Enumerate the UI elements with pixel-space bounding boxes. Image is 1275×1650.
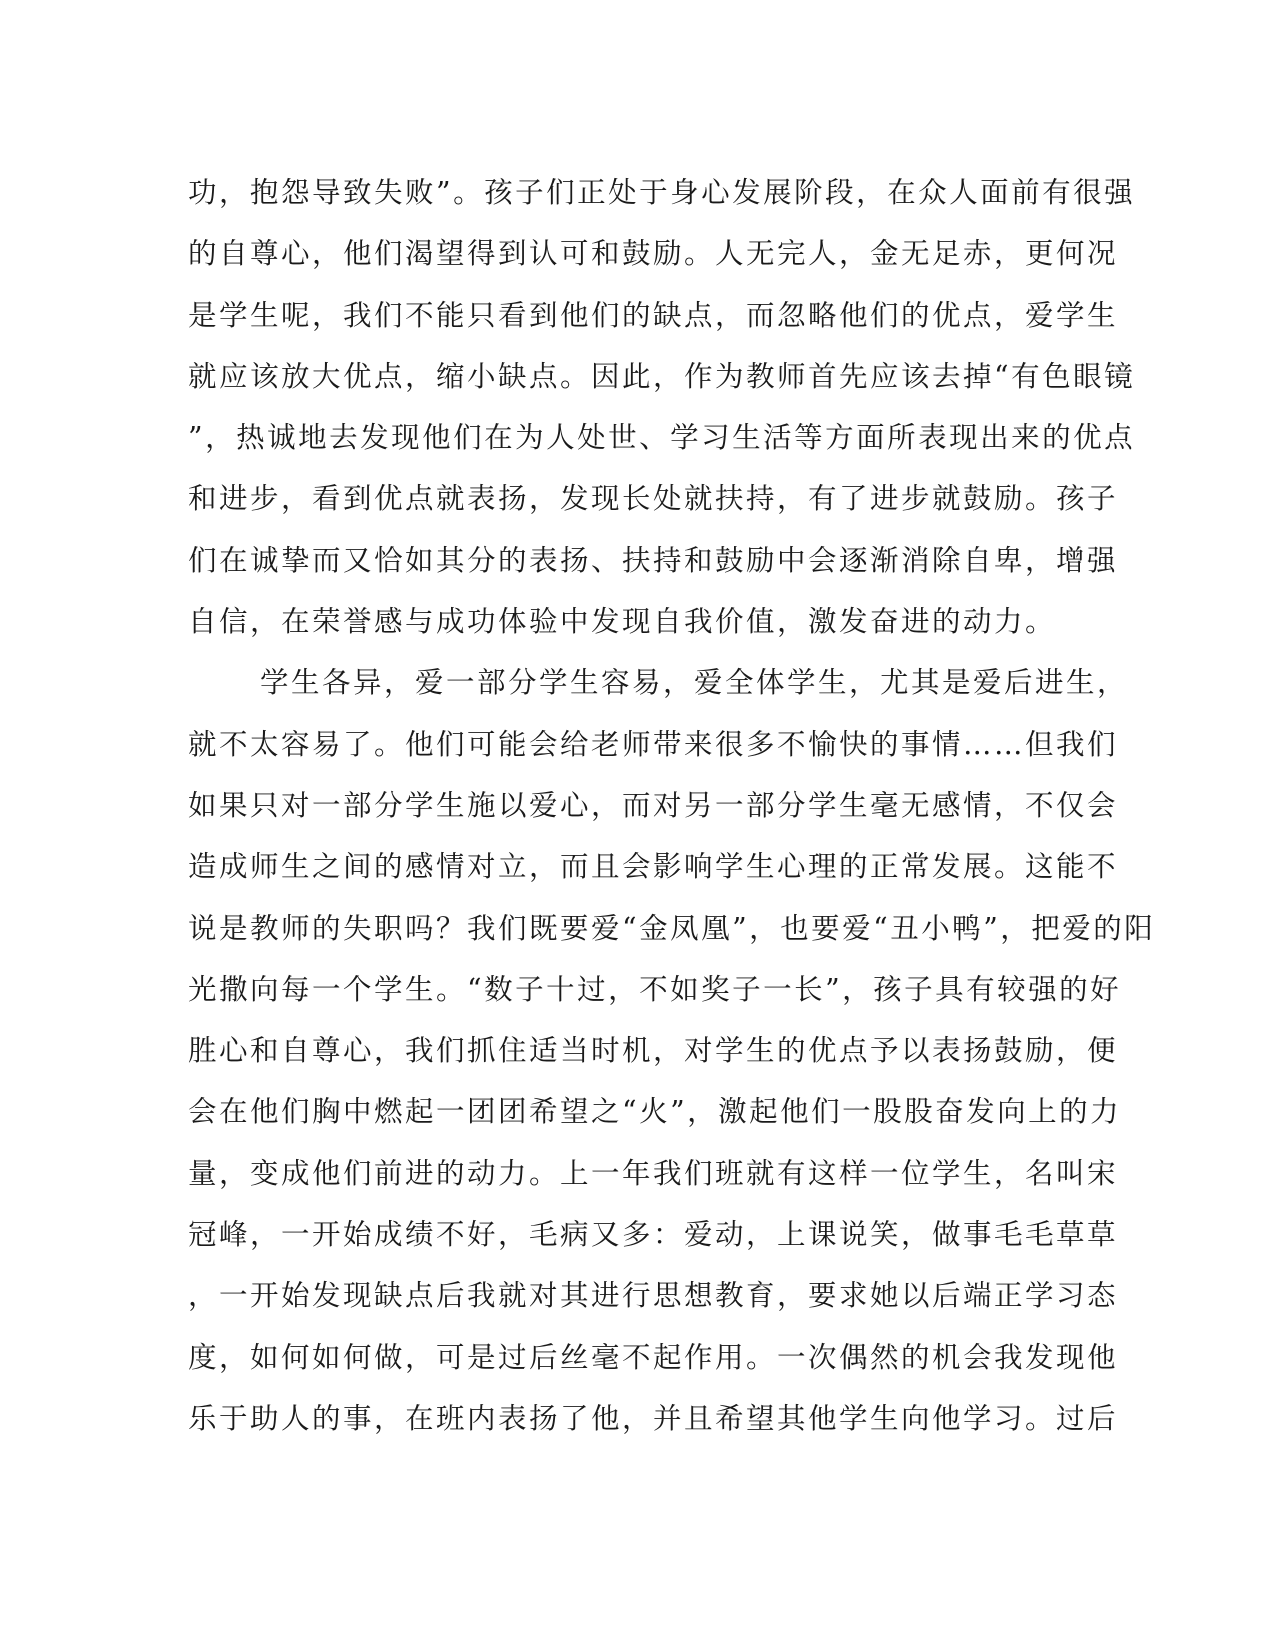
text-line: 光撒向每一个学生。“数子十过，不如奖子一长”，孩子具有较强的好 — [188, 972, 1122, 1006]
text-line: 乐于助人的事，在班内表扬了他，并且希望其他学生向他学习。过后 — [188, 1401, 1119, 1435]
text-line: 的自尊心，他们渴望得到认可和鼓励。人无完人，金无足赤，更何况 — [188, 237, 1119, 271]
text-line: 会在他们胸中燃起一团团希望之“火”，激起他们一股股奋发向上的力 — [188, 1095, 1122, 1129]
text-line: ”，热诚地去发现他们在为人处世、学习生活等方面所表现出来的优点 — [188, 421, 1136, 455]
text-line: 冠峰，一开始成绩不好，毛病又多：爱动，上课说笑，做事毛毛草草 — [188, 1218, 1119, 1252]
text-line: 和进步，看到优点就表扬，发现长处就扶持，有了进步就鼓励。孩子 — [188, 482, 1119, 516]
text-line: 们在诚挚而又恰如其分的表扬、扶持和鼓励中会逐渐消除自卑，增强 — [188, 543, 1119, 577]
paragraph-start-line: 学生各异，爱一部分学生容易，爱全体学生，尤其是爱后进生， — [260, 666, 1129, 700]
text-line: 就不太容易了。他们可能会给老师带来很多不愉快的事情……但我们 — [188, 727, 1119, 761]
text-line: 胜心和自尊心，我们抓住适当时机，对学生的优点予以表扬鼓励，便 — [188, 1034, 1119, 1068]
body-text — [188, 162, 1156, 1449]
text-line: 就应该放大优点，缩小缺点。因此，作为教师首先应该去掉“有色眼镜 — [188, 359, 1136, 393]
text-line: 度，如何如何做，可是过后丝毫不起作用。一次偶然的机会我发现他 — [188, 1340, 1119, 1374]
text-line: 造成师生之间的感情对立，而且会影响学生心理的正常发展。这能不 — [188, 850, 1119, 884]
text-line: 如果只对一部分学生施以爱心，而对另一部分学生毫无感情，不仅会 — [188, 788, 1119, 822]
text-line: 自信，在荣誉感与成功体验中发现自我价值，激发奋进的动力。 — [188, 605, 1057, 639]
text-line: 说是教师的失职吗？我们既要爱“金凤凰”，也要爱“丑小鸭”，把爱的阳 — [188, 911, 1156, 945]
text-line: 是学生呢，我们不能只看到他们的缺点，而忽略他们的优点，爱学生 — [188, 298, 1119, 332]
text-line: 功，抱怨导致失败”。孩子们正处于身心发展阶段，在众人面前有很强 — [188, 176, 1136, 209]
text-line: ，一开始发现缺点后我就对其进行思想教育，要求她以后端正学习态 — [188, 1279, 1119, 1313]
text-line: 量，变成他们前进的动力。上一年我们班就有这样一位学生，名叫宋 — [188, 1156, 1119, 1190]
